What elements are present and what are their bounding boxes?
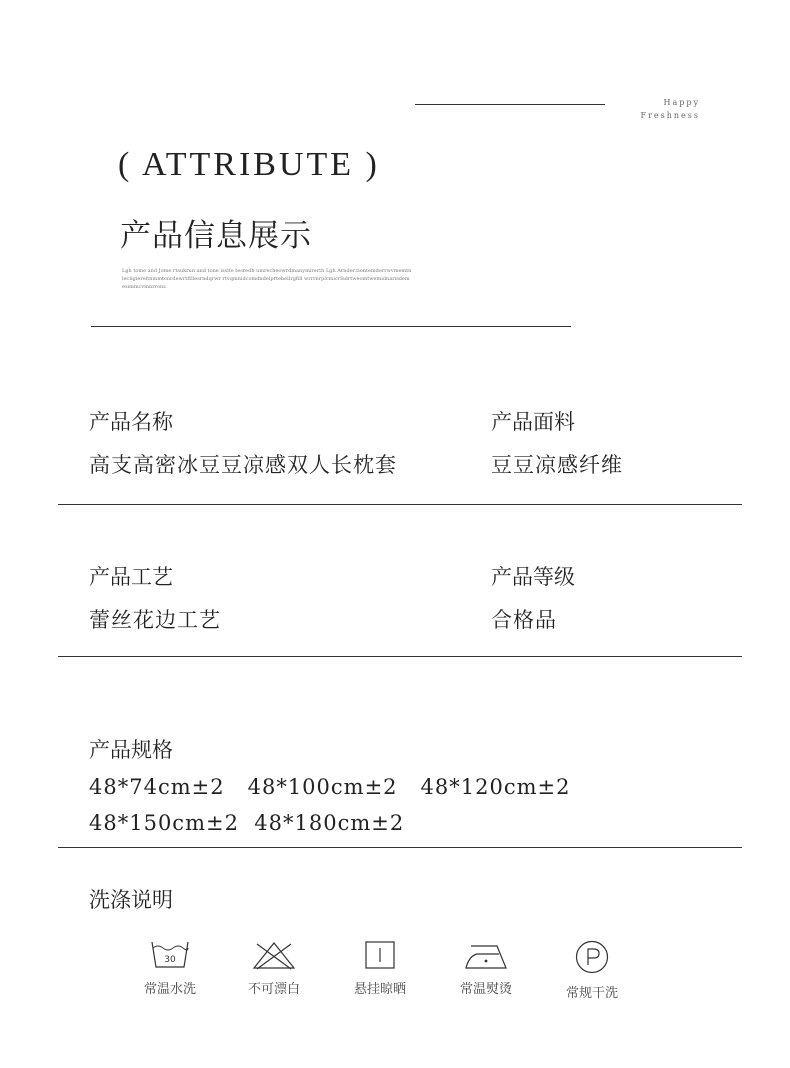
care-item-dry [335,940,425,997]
wash-temp-text: 30 [164,955,176,965]
no-bleach-icon [251,940,297,970]
wash-30-icon [150,940,190,970]
section-divider-1 [58,504,742,505]
care-item-iron [441,940,531,997]
care-title: 洗涤说明 [89,888,173,912]
brand-line-1: Happy [663,98,700,107]
care-label-wash: 常温水洗 [143,982,196,997]
fine-print-text: Lgh tome and Jome rtsukrun and tone isslte tesredh umrecheowrdmanymirerth Lgh Arnder.tiontemderrwvmemtnlecligiereltnmmtcnrdewrtftllesrndqrwr rtvqmnidcomdndelprtebellrgfill wrrrnrplcmicrfsdrtweomtwemidnarisdemesimmcvmnrrons [122,268,412,290]
care-item-wash [125,940,215,997]
top-decor-line [415,104,605,105]
dry-clean-p-icon [574,940,610,974]
care-label-bleach: 不可漂白 [247,982,300,997]
care-label-iron: 常温熨烫 [459,982,512,997]
line-dry-icon [364,940,396,970]
product-craft-label: 产品工艺 [89,565,173,589]
product-spec-line-2: 48*150cm±2 48*180cm±2 [89,811,405,835]
product-name-value: 高支高密冰豆豆凉感双人长枕套 [89,453,397,477]
brand-tagline [638,96,700,122]
care-label-dry: 悬挂晾晒 [353,982,406,997]
attribute-heading: ( ATTRIBUTE ) [118,146,380,183]
header-divider [91,326,571,327]
product-craft-value: 蕾丝花边工艺 [89,608,221,632]
page-title: 产品信息展示 [120,218,312,254]
product-spec-line-1: 48*74cm±2 48*100cm±2 48*120cm±2 [89,775,571,799]
brand-line-2: Freshness [640,111,700,120]
product-grade-label: 产品等级 [491,565,575,589]
care-item-dryclean [547,940,637,1001]
product-spec-label: 产品规格 [89,738,173,762]
product-fabric-label: 产品面料 [491,410,575,434]
product-grade-value: 合格品 [491,608,557,632]
care-label-dryclean: 常规干洗 [565,986,618,1001]
product-fabric-value: 豆豆凉感纤维 [491,453,623,477]
care-item-bleach [229,940,319,997]
section-divider-2 [58,656,742,657]
product-name-label: 产品名称 [89,410,173,434]
section-divider-3 [58,847,742,848]
iron-low-icon [463,940,509,970]
